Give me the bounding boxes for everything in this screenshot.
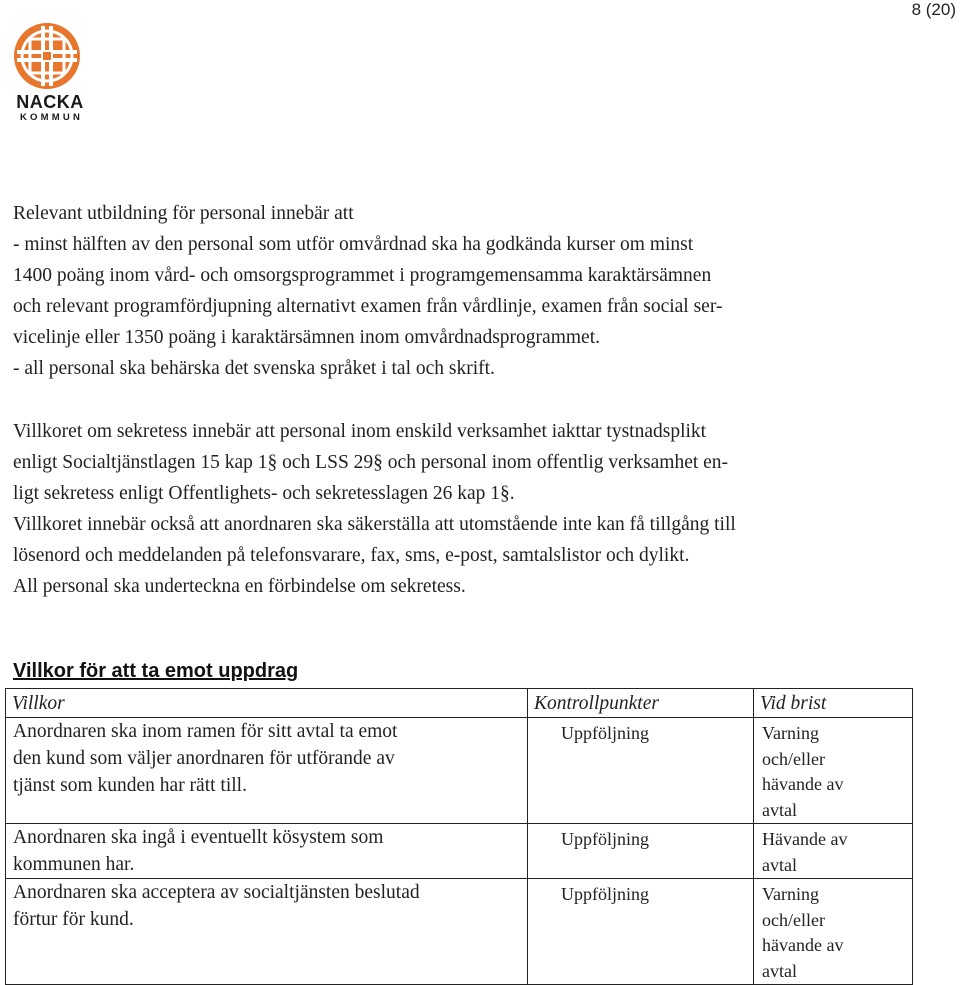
shortcoming-cell: [754, 718, 913, 824]
condition-text: förtur för kund.: [13, 909, 134, 930]
condition-text: den kund som väljer anordnaren för utförande av: [13, 748, 395, 769]
education-line: vicelinje eller 1350 poäng i karaktärsämnen inom omvårdnadsprogrammet.: [13, 327, 600, 348]
logo-name: NACKA: [16, 92, 84, 112]
shortcoming-text: avtal: [762, 799, 797, 820]
shortcoming-text: avtal: [762, 854, 797, 875]
secrecy-line: ligt sekretess enligt Offentlighets- och sekretesslagen 26 kap 1§.: [13, 483, 515, 504]
condition-cell: [6, 718, 528, 824]
shortcoming-text: och/eller: [762, 909, 825, 930]
education-line: och relevant programfördjupning alternativt examen från vårdlinje, examen från social ser-: [13, 296, 723, 317]
logo-subtitle: KOMMUN: [20, 112, 83, 123]
column-header-checkpoints: Kontrollpunkter: [528, 689, 754, 718]
checkpoint-cell: [528, 718, 754, 824]
shortcoming-cell: [754, 879, 913, 985]
education-requirements-section: [13, 198, 913, 384]
education-line: Relevant utbildning för personal innebär att: [13, 203, 354, 224]
education-line: 1400 poäng inom vård- och omsorgsprogrammet i programgemensamma karaktärsämnen: [13, 265, 712, 286]
shortcoming-text: Varning: [762, 723, 819, 743]
checkpoint-text: Uppföljning: [561, 723, 649, 743]
table-row: [6, 824, 913, 879]
nacka-kommun-logo: [10, 20, 90, 124]
secrecy-line: Villkoret om sekretess innebär att personal inom enskild verksamhet iakttar tystnadsplikt: [13, 421, 707, 442]
secrecy-conditions-section: [13, 416, 913, 602]
shortcoming-text: avtal: [762, 960, 797, 981]
condition-text: kommunen har.: [13, 854, 135, 875]
secrecy-line: All personal ska underteckna en förbindelse om sekretess.: [13, 576, 466, 597]
table-row: [6, 879, 913, 985]
shortcoming-text: Hävande av: [762, 829, 848, 849]
shortcoming-text: och/eller: [762, 748, 825, 769]
shortcoming-text: Varning: [762, 884, 819, 904]
shortcoming-cell: [754, 824, 913, 879]
column-header-condition: Villkor: [6, 689, 528, 718]
shortcoming-text: hävande av: [762, 935, 844, 955]
condition-text: tjänst som kunden har rätt till.: [13, 775, 247, 796]
shortcoming-text: hävande av: [762, 774, 844, 794]
condition-text: Anordnaren ska acceptera av socialtjänsten beslutad: [13, 882, 420, 903]
education-line: - all personal ska behärska det svenska språket i tal och skrift.: [13, 358, 495, 379]
page-number: 8 (20): [911, 0, 956, 19]
condition-cell: [6, 824, 528, 879]
condition-text: Anordnaren ska ingå i eventuellt kösystem som: [13, 827, 384, 848]
table-header-row: [6, 689, 913, 718]
conditions-table-heading: Villkor för att ta emot uppdrag: [13, 660, 299, 682]
checkpoint-cell: [528, 824, 754, 879]
secrecy-line: lösenord och meddelanden på telefonsvarare, fax, sms, e-post, samtalslistor och dylikt.: [13, 545, 690, 566]
secrecy-line: enligt Socialtjänstlagen 15 kap 1§ och LSS 29§ och personal inom offentlig verksamhet en-: [13, 452, 729, 473]
logo-text: [10, 92, 90, 124]
checkpoint-text: Uppföljning: [561, 884, 649, 904]
checkpoint-cell: [528, 879, 754, 985]
conditions-table: [5, 688, 913, 985]
education-line: - minst hälften av den personal som utför omvårdnad ska ha godkända kurser om minst: [13, 234, 694, 255]
condition-cell: [6, 879, 528, 985]
checkpoint-text: Uppföljning: [561, 829, 649, 849]
secrecy-line: Villkoret innebär också att anordnaren ska säkerställa att utomstående inte kan få tillgång till: [13, 514, 736, 535]
column-header-shortcoming: Vid brist: [754, 689, 913, 718]
condition-text: Anordnaren ska inom ramen för sitt avtal ta emot: [13, 721, 398, 742]
table-row: [6, 718, 913, 824]
nacka-kommun-emblem-icon: [10, 20, 90, 92]
